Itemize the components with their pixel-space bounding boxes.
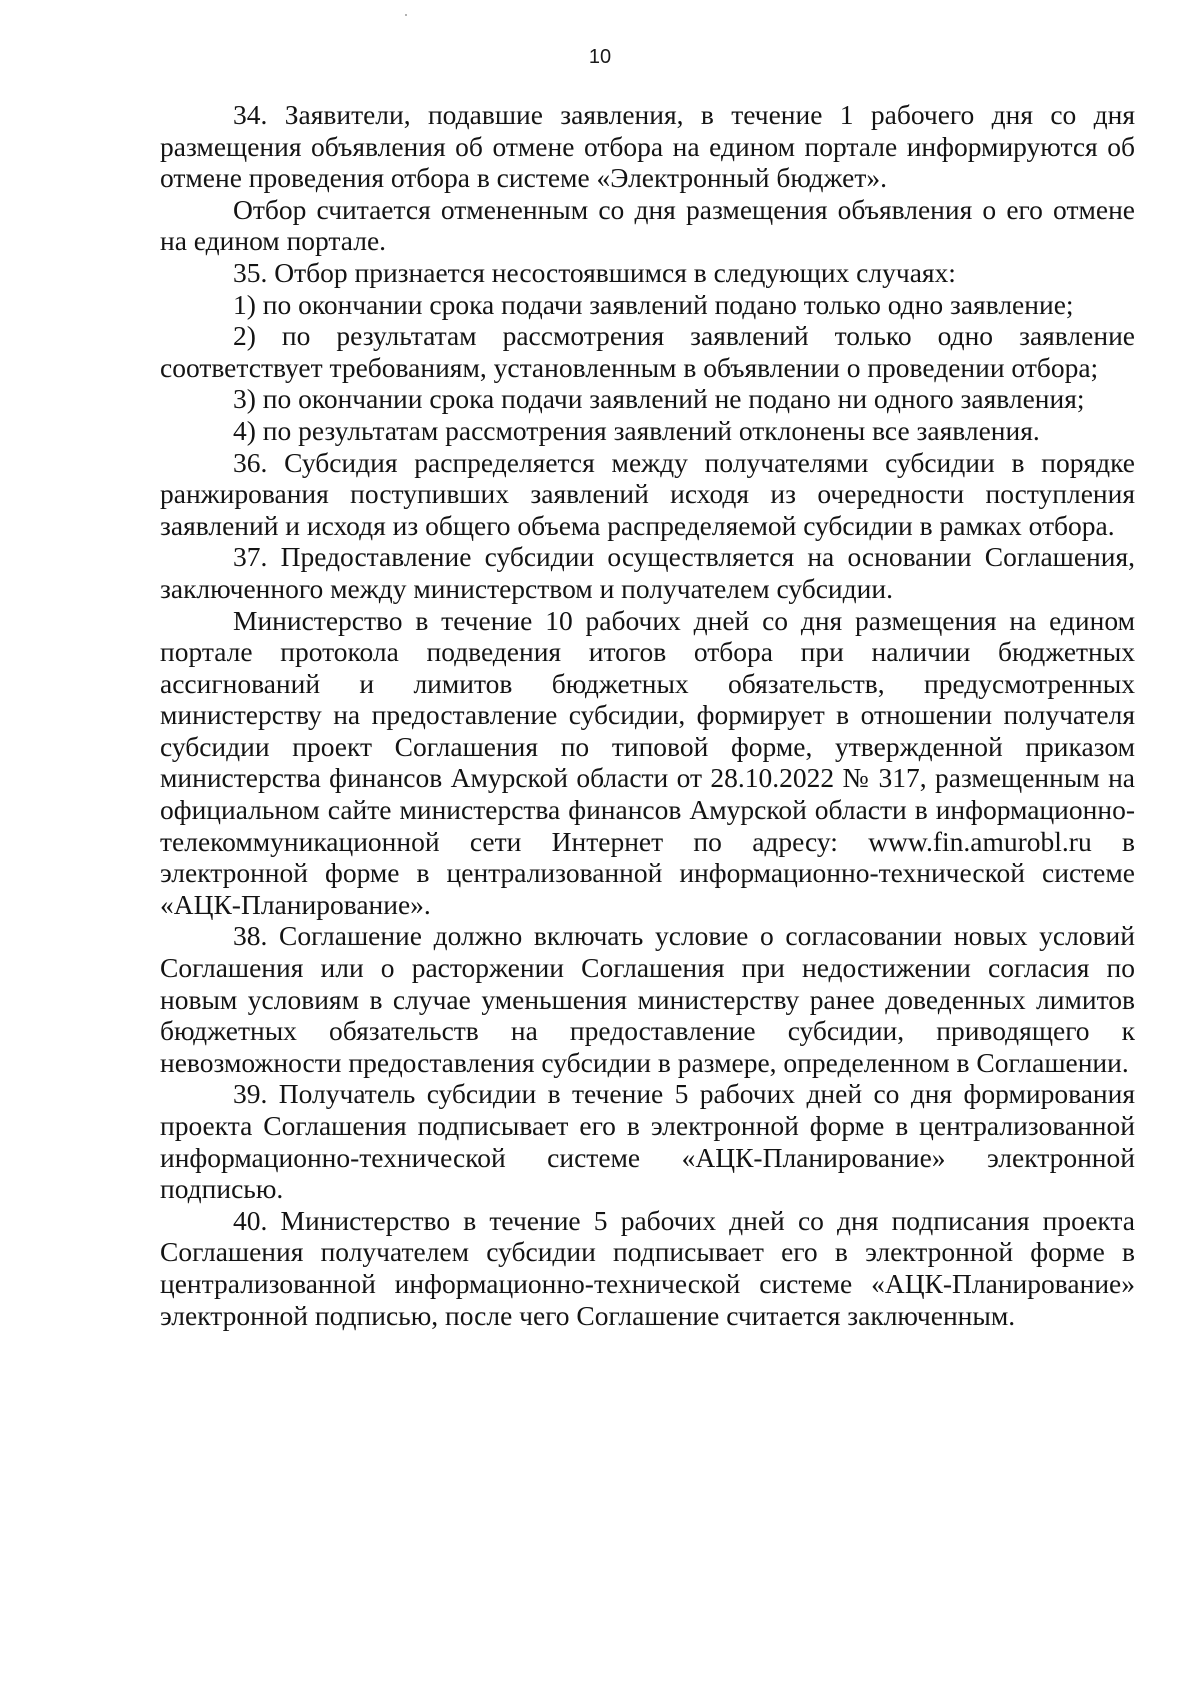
list-item-35-4: 4) по результатам рассмотрения заявлений отклонены все заявления. [233,414,1040,446]
paragraph-38: 38. Соглашение должно включать условие о согласовании новых условий Соглашения или о расторжении Соглашения при недостижении согласия по новым условиям в случае уменьшения министерству ранее доведенных лимитов бюджетных обязательств на предоставление субсидии, приводящего к невозможности предоставления субсидии в размере, определенном в Соглашении. [160,920,1135,1078]
list-item-35-2: 2) по результатам рассмотрения заявлений только одно заявление соответствует требованиям, установленным в объявлении о проведении отбора; [160,320,1135,383]
paragraph-39: 39. Получатель субсидии в течение 5 рабочих дней со дня формирования проекта Соглашения подписывает его в электронной форме в централизованной информационно-технической системе «АЦК-Планирование» электронной подписью. [160,1078,1135,1205]
list-item-35-1: 1) по окончании срока подачи заявлений подано только одно заявление; [233,288,1074,320]
document-body [160,99,1135,1331]
paragraph-36: 36. Субсидия распределяется между получателями субсидии в порядке ранжирования поступивших заявлений исходя из очередности поступления заявлений и исходя из общего объема распределяемой субсидии в рамках отбора. [160,446,1135,541]
paragraph-37-ministry: Министерство в течение 10 рабочих дней со дня размещения на едином портале протокола подведения итогов отбора при наличии бюджетных ассигнований и лимитов бюджетных обязательств, предусмотренных министерству на предоставление субсидии, формирует в отношении получателя субсидии проект Соглашения по типовой форме, утвержденной приказом министерства финансов Амурской области от 28.10.2022 № 317, размещенным на официальном сайте министерства финансов Амурской области в информационно-телекоммуникационной сети Интернет по адресу: www.fin.amurobl.ru в электронной форме в централизованной информационно-технической системе «АЦК-Планирование». [160,604,1135,920]
scan-speck [405,14,407,16]
paragraph-34: 34. Заявители, подавшие заявления, в течение 1 рабочего дня со дня размещения объявления об отмене отбора на едином портале информируются об отмене проведения отбора в системе «Электронный бюджет». [160,99,1135,194]
page-number: 10 [588,46,612,68]
paragraph-35: 35. Отбор признается несостоявшимся в следующих случаях: [233,256,956,288]
paragraph-40: 40. Министерство в течение 5 рабочих дней со дня подписания проекта Соглашения получателем субсидии подписывает его в электронной форме в централизованной информационно-технической системе «АЦК-Планирование» электронной подписью, после чего Соглашение считается заключенным. [160,1204,1135,1331]
paragraph-34-cancellation: Отбор считается отмененным со дня размещения объявления о его отмене на едином портале. [160,193,1135,257]
list-item-35-3: 3) по окончании срока подачи заявлений не подано ни одного заявления; [233,383,1085,415]
paragraph-37: 37. Предоставление субсидии осуществляется на основании Соглашения, заключенного между министерством и получателем субсидии. [160,541,1135,604]
